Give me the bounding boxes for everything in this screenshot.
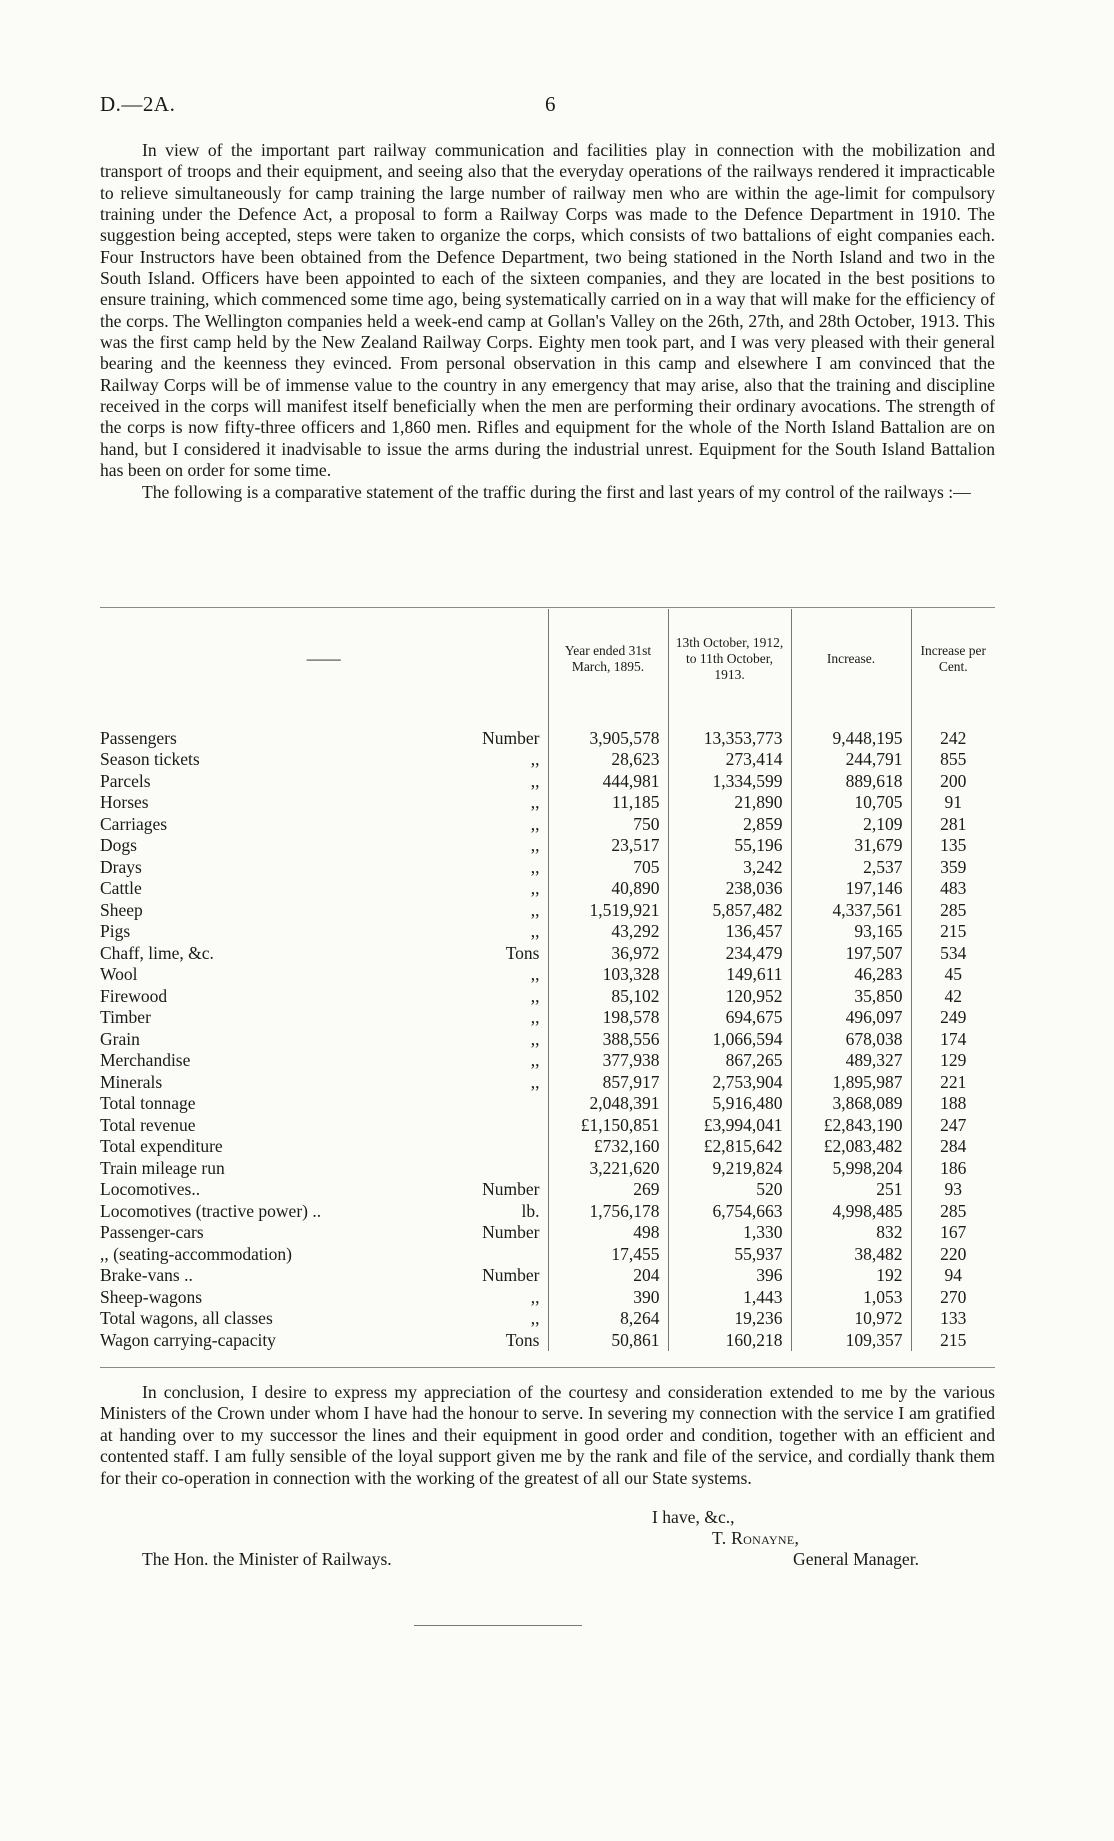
signature-salutation: I have, &c.,	[652, 1507, 735, 1527]
row-label-cell	[100, 1308, 548, 1330]
value-1913: 396	[668, 1265, 791, 1287]
table-row	[100, 921, 995, 943]
value-1895: 36,972	[548, 942, 668, 964]
value-increase: 31,679	[791, 835, 911, 857]
value-increase: 35,850	[791, 985, 911, 1007]
value-increase: 3,868,089	[791, 1093, 911, 1115]
end-rule	[414, 1625, 582, 1626]
value-1913: 694,675	[668, 1007, 791, 1029]
value-increase: 832	[791, 1222, 911, 1244]
table-row	[100, 856, 995, 878]
value-1913: 1,334,599	[668, 770, 791, 792]
table-row	[100, 1007, 995, 1029]
row-unit: Number	[482, 1179, 540, 1200]
row-label: Drays	[100, 856, 142, 877]
row-label: Total tonnage	[100, 1093, 196, 1114]
value-1913: 160,218	[668, 1329, 791, 1351]
value-1913: 867,265	[668, 1050, 791, 1072]
value-increase: 5,998,204	[791, 1157, 911, 1179]
row-label-cell	[100, 1136, 548, 1158]
row-unit: Number	[482, 1265, 540, 1286]
value-percent: 270	[940, 1286, 967, 1307]
value-1895: 43,292	[548, 921, 668, 943]
row-label-cell	[100, 1157, 548, 1179]
value-percent: 359	[940, 856, 967, 877]
value-increase: £2,843,190	[791, 1114, 911, 1136]
header-1895: Year ended 31st March, 1895.	[548, 609, 668, 709]
value-increase: 4,337,561	[791, 899, 911, 921]
row-label: Sheep	[100, 899, 143, 920]
row-label-cell	[100, 1114, 548, 1136]
row-label: Merchandise	[100, 1050, 191, 1071]
intro-text	[100, 140, 995, 503]
row-label: Locomotives (tractive power) ..	[100, 1200, 322, 1221]
header-increase: Increase.	[791, 609, 911, 709]
value-percent: 483	[940, 878, 967, 899]
value-percent: 534	[940, 942, 967, 963]
value-1913: 1,330	[668, 1222, 791, 1244]
row-unit: ,,	[530, 921, 540, 942]
row-label-cell	[100, 1243, 548, 1265]
value-increase: 10,705	[791, 792, 911, 814]
row-unit: ,,	[530, 835, 540, 856]
value-percent: 285	[940, 899, 967, 920]
signature-name: T. Ronayne,	[712, 1528, 800, 1548]
page-number: 6	[545, 92, 556, 116]
value-1895: 50,861	[548, 1329, 668, 1351]
table-row	[100, 1265, 995, 1287]
value-percent: 285	[940, 1200, 967, 1221]
table-row	[100, 1179, 995, 1201]
row-label-cell	[100, 964, 548, 986]
row-label-cell	[100, 1265, 548, 1287]
row-label: Total revenue	[100, 1114, 196, 1135]
row-label-cell	[100, 1179, 548, 1201]
value-1895: 198,578	[548, 1007, 668, 1029]
row-label-cell	[100, 942, 548, 964]
value-1913: 6,754,663	[668, 1200, 791, 1222]
value-1913: 2,859	[668, 813, 791, 835]
table-body	[100, 709, 995, 1351]
traffic-comparison-table	[100, 609, 995, 1351]
value-percent: 220	[940, 1243, 967, 1264]
table-row	[100, 942, 995, 964]
table-row	[100, 1222, 995, 1244]
row-label-cell	[100, 1071, 548, 1093]
value-increase: 192	[791, 1265, 911, 1287]
row-unit: ,,	[530, 749, 540, 770]
value-1895: £1,150,851	[548, 1114, 668, 1136]
table-row	[100, 749, 995, 771]
value-1895: 269	[548, 1179, 668, 1201]
value-percent: 129	[940, 1050, 967, 1071]
value-percent: 249	[940, 1007, 967, 1028]
row-label-cell	[100, 1093, 548, 1115]
value-1895: 1,756,178	[548, 1200, 668, 1222]
table-row	[100, 1093, 995, 1115]
value-1913: 55,196	[668, 835, 791, 857]
value-1895: 28,623	[548, 749, 668, 771]
value-percent: 45	[944, 964, 962, 985]
value-1913: 13,353,773	[668, 727, 791, 749]
signature-title: General Manager.	[793, 1549, 920, 1569]
row-unit: ,,	[530, 856, 540, 877]
table-row	[100, 1200, 995, 1222]
value-increase: 197,507	[791, 942, 911, 964]
table-row	[100, 1050, 995, 1072]
value-1895: 444,981	[548, 770, 668, 792]
paragraph-table-intro: The following is a comparative statement of the traffic during the first and last years of my control of the railways :—	[142, 481, 971, 502]
value-increase: 1,895,987	[791, 1071, 911, 1093]
value-increase: 496,097	[791, 1007, 911, 1029]
row-label: Firewood	[100, 985, 168, 1006]
row-label-cell	[100, 727, 548, 749]
row-label-cell	[100, 1028, 548, 1050]
value-1895: 11,185	[548, 792, 668, 814]
value-increase: 1,053	[791, 1286, 911, 1308]
value-1895: 23,517	[548, 835, 668, 857]
row-label: Total expenditure	[100, 1136, 223, 1157]
row-label: Cattle	[100, 878, 142, 899]
value-1913: 136,457	[668, 921, 791, 943]
row-label-cell	[100, 856, 548, 878]
paragraph-conclusion: In conclusion, I desire to express my appreciation of the courtesy and consideration extended to me by the various Ministers of the Crown under whom I have had the honour to serve. In severing my connection with the service I am gratified at handing over to my successor the lines and their equipment in good order and condition, together with an efficient and contented staff. I am fully sensible of the loyal support given me by the rank and file of the service, and cordially thank them for their co-operation in connection with the working of the greatest of all our State systems.	[100, 1382, 995, 1488]
value-1913: 5,857,482	[668, 899, 791, 921]
value-percent: 284	[940, 1136, 967, 1157]
row-label: Wool	[100, 964, 138, 985]
addressee: The Hon. the Minister of Railways.	[142, 1549, 392, 1569]
value-percent: 91	[944, 792, 962, 813]
table-row	[100, 727, 995, 749]
table-row	[100, 1243, 995, 1265]
value-1895: 377,938	[548, 1050, 668, 1072]
value-1913: 234,479	[668, 942, 791, 964]
value-percent: 167	[940, 1222, 967, 1243]
table-row	[100, 1308, 995, 1330]
row-label-cell	[100, 792, 548, 814]
value-percent: 94	[944, 1265, 962, 1286]
value-1913: 149,611	[668, 964, 791, 986]
value-1913: 21,890	[668, 792, 791, 814]
table-row	[100, 1071, 995, 1093]
row-label-cell	[100, 770, 548, 792]
row-label-cell	[100, 899, 548, 921]
table-row	[100, 1028, 995, 1050]
row-label: Sheep-wagons	[100, 1286, 203, 1307]
value-increase: 489,327	[791, 1050, 911, 1072]
value-increase: 251	[791, 1179, 911, 1201]
value-increase: 93,165	[791, 921, 911, 943]
value-1895: 388,556	[548, 1028, 668, 1050]
closing-text	[100, 1382, 995, 1489]
paragraph-railway-corps: In view of the important part railway communication and facilities play in connection with the mobilization and transport of troops and their equipment, and seeing also that the everyday operations of the railways rendered it impracticable to relieve simultaneously for camp training the large number of railway men who are within the age-limit for compulsory training under the Defence Act, a proposal to form a Railway Corps was made to the Defence Department in 1910. The suggestion being accepted, steps were taken to organize the corps, which consists of two battalions of eight companies each. Four Instructors have been obtained from the Defence Department, two being stationed in the North Island and two in the South Island. Officers have been appointed to each of the sixteen companies, and they are located in the best positions to ensure training, which commenced some time ago, being systematically carried on in a way that will make for the efficiency of the corps. The Wellington companies held a week-end camp at Gollan's Valley on the 26th, 27th, and 28th October, 1913. This was the first camp held by the New Zealand Railway Corps. Eighty men took part, and I was very pleased with their general bearing and the keenness they evinced. From personal observation in this camp and elsewhere I am convinced that the Railway Corps will be of immense value to the country in any emergency that may arise, also that the training and discipline received in the corps will manifest itself beneficially when the men are performing their ordinary avocations. The strength of the corps is now fifty-three officers and 1,860 men. Rifles and equipment for the whole of the North Island Battalion are on hand, but I considered it inadvisable to issue the arms during the industrial unrest. Equipment for the South Island Battalion has been on order for some time.	[100, 140, 995, 481]
row-unit: ,,	[530, 1007, 540, 1028]
row-label: Carriages	[100, 813, 168, 834]
value-percent: 247	[940, 1114, 967, 1135]
value-increase: 889,618	[791, 770, 911, 792]
table-header-row	[100, 609, 995, 709]
table-row	[100, 770, 995, 792]
table-row	[100, 1329, 995, 1351]
value-1895: 390	[548, 1286, 668, 1308]
row-label-cell	[100, 1007, 548, 1029]
value-1913: 238,036	[668, 878, 791, 900]
value-percent: 200	[940, 770, 967, 791]
value-1913: 273,414	[668, 749, 791, 771]
row-label: Locomotives..	[100, 1179, 201, 1200]
row-unit: lb.	[521, 1200, 540, 1221]
row-unit: ,,	[530, 770, 540, 791]
row-label: Dogs	[100, 835, 137, 856]
value-percent: 135	[940, 835, 967, 856]
value-increase: 244,791	[791, 749, 911, 771]
value-1895: 40,890	[548, 878, 668, 900]
value-increase: 2,109	[791, 813, 911, 835]
table-row	[100, 792, 995, 814]
row-label-cell	[100, 1200, 548, 1222]
row-label: Passenger-cars	[100, 1222, 204, 1243]
header-1913: 13th October, 1912, to 11th October, 1913.	[668, 609, 791, 709]
value-1895: 1,519,921	[548, 899, 668, 921]
value-1895: 3,905,578	[548, 727, 668, 749]
row-unit: ,,	[530, 964, 540, 985]
value-increase: 9,448,195	[791, 727, 911, 749]
row-label-cell	[100, 813, 548, 835]
header-blank: ——	[100, 609, 548, 709]
value-1913: 120,952	[668, 985, 791, 1007]
value-percent: 188	[940, 1093, 967, 1114]
row-unit: ,,	[530, 813, 540, 834]
value-1895: 17,455	[548, 1243, 668, 1265]
row-label-cell	[100, 985, 548, 1007]
row-unit: ,,	[530, 878, 540, 899]
row-label-cell	[100, 749, 548, 771]
value-1895: 204	[548, 1265, 668, 1287]
value-1913: 520	[668, 1179, 791, 1201]
row-label: Season tickets	[100, 749, 200, 770]
row-label-cell	[100, 921, 548, 943]
row-label-cell	[100, 835, 548, 857]
value-1913: 5,916,480	[668, 1093, 791, 1115]
value-percent: 281	[940, 813, 967, 834]
value-1895: 750	[548, 813, 668, 835]
row-unit: Number	[482, 727, 540, 748]
row-label: Pigs	[100, 921, 131, 942]
row-label: ,, (seating-accommodation)	[100, 1243, 292, 1264]
row-unit: Tons	[505, 1329, 540, 1350]
table-row	[100, 899, 995, 921]
page-reference: D.—2A.	[100, 92, 176, 116]
table-row	[100, 1157, 995, 1179]
table-row	[100, 1136, 995, 1158]
row-label: Brake-vans ..	[100, 1265, 193, 1286]
row-label: Horses	[100, 792, 149, 813]
value-1913: 3,242	[668, 856, 791, 878]
row-label: Grain	[100, 1028, 140, 1049]
row-unit: Tons	[505, 942, 540, 963]
value-1913: 9,219,824	[668, 1157, 791, 1179]
table-row	[100, 878, 995, 900]
value-increase: 4,998,485	[791, 1200, 911, 1222]
value-percent: 215	[940, 1329, 967, 1350]
row-unit: ,,	[530, 1071, 540, 1092]
value-increase: 197,146	[791, 878, 911, 900]
table-bottom-rule	[100, 1367, 995, 1368]
value-increase: 678,038	[791, 1028, 911, 1050]
table-row	[100, 813, 995, 835]
row-label: Minerals	[100, 1071, 163, 1092]
value-percent: 133	[940, 1308, 967, 1329]
value-increase: 109,357	[791, 1329, 911, 1351]
value-1895: 103,328	[548, 964, 668, 986]
row-label-cell	[100, 1286, 548, 1308]
table-row	[100, 835, 995, 857]
value-1895: 2,048,391	[548, 1093, 668, 1115]
row-unit: ,,	[530, 1308, 540, 1329]
value-increase: 46,283	[791, 964, 911, 986]
value-percent: 174	[940, 1028, 967, 1049]
table-row	[100, 964, 995, 986]
value-percent: 42	[944, 985, 962, 1006]
value-1895: 8,264	[548, 1308, 668, 1330]
row-unit: ,,	[530, 1286, 540, 1307]
value-percent: 215	[940, 921, 967, 942]
value-increase: £2,083,482	[791, 1136, 911, 1158]
value-1913: 55,937	[668, 1243, 791, 1265]
row-label: Train mileage run	[100, 1157, 225, 1178]
row-unit: ,,	[530, 1028, 540, 1049]
value-1895: 3,221,620	[548, 1157, 668, 1179]
value-1895: 498	[548, 1222, 668, 1244]
row-unit: ,,	[530, 985, 540, 1006]
value-1895: 705	[548, 856, 668, 878]
row-unit: Number	[482, 1222, 540, 1243]
table-top-rule	[100, 607, 995, 608]
value-1913: 1,066,594	[668, 1028, 791, 1050]
value-1913: £3,994,041	[668, 1114, 791, 1136]
table-row	[100, 1114, 995, 1136]
table-gap-row	[100, 709, 995, 727]
row-unit: ,,	[530, 792, 540, 813]
row-label: Total wagons, all classes	[100, 1308, 273, 1329]
header-increase-percent: Increase per Cent.	[920, 643, 987, 674]
value-increase: 10,972	[791, 1308, 911, 1330]
row-label-cell	[100, 1329, 548, 1351]
value-percent: 93	[944, 1179, 962, 1200]
table-row	[100, 1286, 995, 1308]
row-label: Parcels	[100, 770, 151, 791]
row-label: Passengers	[100, 727, 177, 748]
value-1913: 1,443	[668, 1286, 791, 1308]
value-increase: 2,537	[791, 856, 911, 878]
row-unit: ,,	[530, 899, 540, 920]
row-unit: ,,	[530, 1050, 540, 1071]
value-1913: £2,815,642	[668, 1136, 791, 1158]
value-increase: 38,482	[791, 1243, 911, 1265]
value-percent: 186	[940, 1157, 967, 1178]
row-label-cell	[100, 1222, 548, 1244]
value-percent: 855	[940, 749, 967, 770]
value-percent: 242	[940, 727, 967, 748]
value-1895: 85,102	[548, 985, 668, 1007]
row-label: Wagon carrying-capacity	[100, 1329, 276, 1350]
row-label-cell	[100, 878, 548, 900]
value-1895: £732,160	[548, 1136, 668, 1158]
value-1913: 19,236	[668, 1308, 791, 1330]
value-percent: 221	[940, 1071, 967, 1092]
value-1913: 2,753,904	[668, 1071, 791, 1093]
table-row	[100, 985, 995, 1007]
value-1895: 857,917	[548, 1071, 668, 1093]
row-label: Chaff, lime, &c.	[100, 942, 214, 963]
row-label-cell	[100, 1050, 548, 1072]
row-label: Timber	[100, 1007, 151, 1028]
